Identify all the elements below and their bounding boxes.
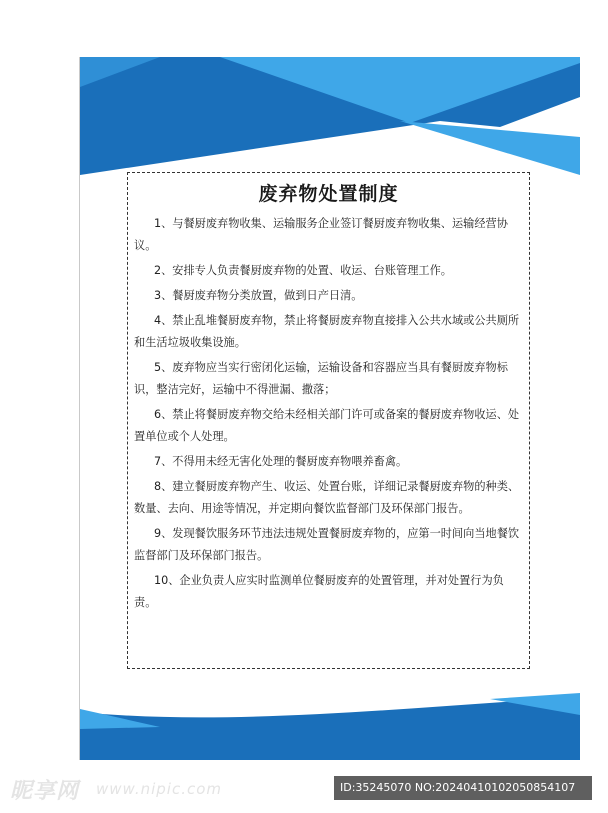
- watermark-site: www.nipic.com: [96, 780, 223, 798]
- rule-item: 6、禁止将餐厨废弃物交给未经相关部门许可或备案的餐厨废弃物收运、处置单位或个人处理。: [134, 408, 520, 443]
- rule-item: 10、企业负责人应实时监测单位餐厨废弃的处置管理，并对处置行为负责。: [134, 574, 504, 609]
- footer-dark-blue-wave: [80, 697, 580, 760]
- rule-item: 5、废弃物应当实行密闭化运输，运输设备和容器应当具有餐厨废弃物标识，整洁完好，运输中不得泄漏、撒落；: [134, 361, 508, 396]
- notice-poster: [79, 57, 580, 760]
- rule-item: 9、发现餐饮服务环节违法违规处置餐厨废弃物的，应第一时间向当地餐饮监督部门及环保部门报告。: [134, 527, 520, 562]
- rules-list: [134, 213, 525, 617]
- header-right-ray: [400, 121, 580, 175]
- rule-item: 3、餐厨废弃物分类放置，做到日产日清。: [154, 289, 363, 302]
- rule-item: 8、建立餐厨废弃物产生、收运、处置台账，详细记录餐厨废弃物的种类、数量、去向、用途等情况，并定期向餐饮监督部门及环保部门报告。: [134, 480, 520, 515]
- rule-item: 1、与餐厨废弃物收集、运输服务企业签订餐厨废弃物收集、运输经营协议。: [134, 217, 508, 252]
- image-id-bar: ID:35245070 NO:20240410102050854107: [334, 776, 592, 800]
- rule-item: 7、不得用未经无害化处理的餐厨废弃物喂养畜禽。: [154, 455, 408, 468]
- watermark-logo: 昵享网: [10, 778, 80, 804]
- rules-frame: [127, 172, 530, 669]
- rule-item: 4、禁止乱堆餐厨废弃物，禁止将餐厨废弃物直接排入公共水域或公共厕所和生活垃圾收集设施。: [134, 314, 520, 349]
- watermark-footer: [0, 770, 608, 813]
- rule-item: 2、安排专人负责餐厨废弃物的处置、收运、台账管理工作。: [154, 264, 452, 277]
- notice-title: 废弃物处置制度: [258, 183, 399, 205]
